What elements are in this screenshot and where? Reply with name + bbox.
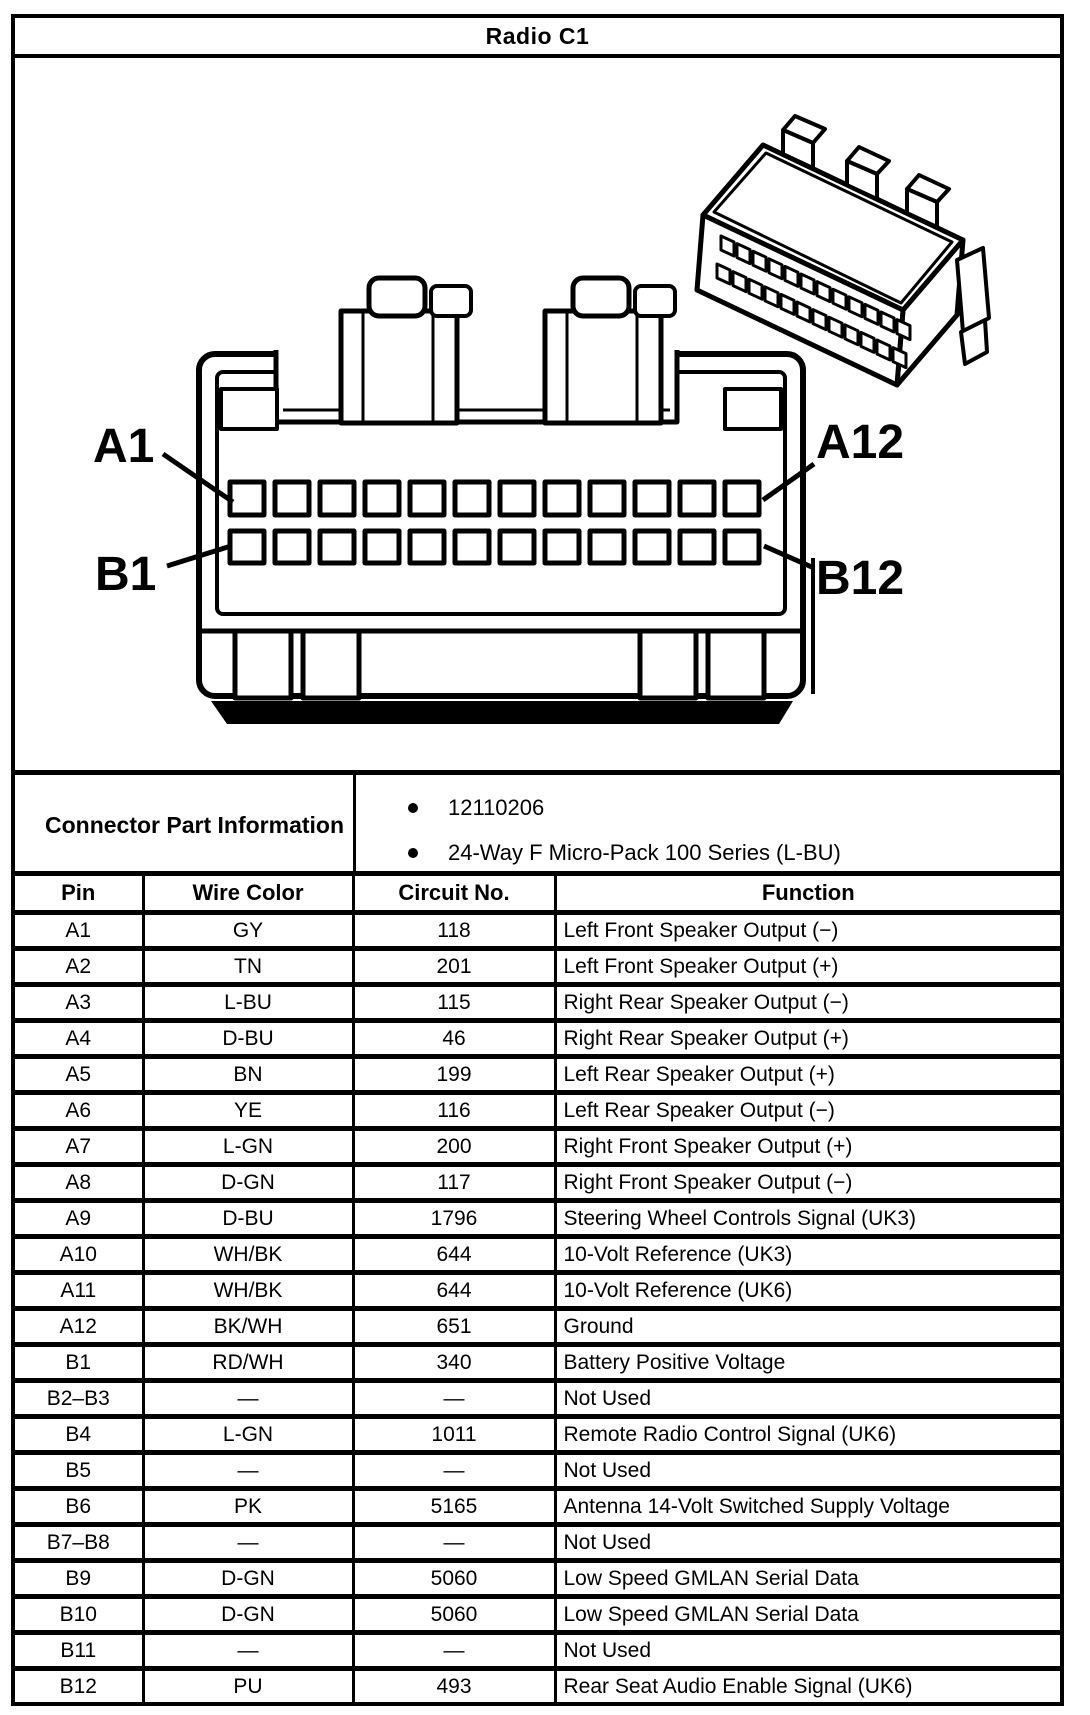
header-pin: Pin [61, 880, 96, 905]
circuit-no-cell: — [353, 1453, 555, 1489]
wire-color-cell: D-GN [143, 1165, 353, 1201]
label-a12: A12 [816, 416, 905, 469]
table-row [15, 1525, 1060, 1561]
circuit-no-cell: — [353, 1381, 555, 1417]
header-function: Function [555, 876, 1060, 913]
table-row [15, 1165, 1060, 1201]
function-cell: Not Used [555, 1525, 1060, 1561]
function-cell: Not Used [555, 1633, 1060, 1669]
function-cell: 10-Volt Reference (UK3) [555, 1237, 1060, 1273]
part-number: 12110206 [448, 794, 545, 820]
wire-color-cell: YE [143, 1093, 353, 1129]
connector-diagram-svg [15, 58, 1060, 770]
pin-cell: A3 [15, 985, 143, 1021]
pin-table [15, 876, 1060, 1702]
function-cell: 10-Volt Reference (UK6) [555, 1273, 1060, 1309]
wire-color-cell: L-GN [143, 1129, 353, 1165]
table-row [15, 1273, 1060, 1309]
circuit-no-cell: 46 [353, 1021, 555, 1057]
table-row [15, 1129, 1060, 1165]
pin-cell: B4 [15, 1417, 143, 1453]
pin-cell: A2 [15, 949, 143, 985]
wire-color-cell: TN [143, 949, 353, 985]
function-cell: Right Front Speaker Output (+) [555, 1129, 1060, 1165]
function-cell: Ground [555, 1309, 1060, 1345]
circuit-no-cell: 199 [353, 1057, 555, 1093]
label-b12: B12 [816, 552, 905, 605]
table-row [15, 1237, 1060, 1273]
circuit-no-cell: 116 [353, 1093, 555, 1129]
connector-diagram-box [15, 58, 1060, 775]
table-row [15, 1201, 1060, 1237]
table-row [15, 1633, 1060, 1669]
table-row [15, 1309, 1060, 1345]
pin-cell: B12 [15, 1669, 143, 1703]
function-cell: Remote Radio Control Signal (UK6) [555, 1417, 1060, 1453]
connector-front-drawing [199, 278, 813, 724]
pin-cell: B9 [15, 1561, 143, 1597]
function-cell: Not Used [555, 1453, 1060, 1489]
circuit-no-cell: — [353, 1633, 555, 1669]
pin-cell: A11 [15, 1273, 143, 1309]
pin-cell: A8 [15, 1165, 143, 1201]
header-circuit-no-: Circuit No. [353, 876, 555, 913]
function-cell: Low Speed GMLAN Serial Data [555, 1597, 1060, 1633]
pin-cell: A9 [15, 1201, 143, 1237]
wire-color-cell: — [143, 1381, 353, 1417]
function-cell: Left Front Speaker Output (+) [555, 949, 1060, 985]
bullet-icon [408, 848, 418, 858]
circuit-no-cell: 651 [353, 1309, 555, 1345]
wire-color-cell: PU [143, 1669, 353, 1703]
label-a1: A1 [93, 420, 155, 473]
pin-cell: A7 [15, 1129, 143, 1165]
table-row [15, 1597, 1060, 1633]
connector-part-info-label: Connector Part Information [45, 811, 345, 838]
pin-cell: A4 [15, 1021, 143, 1057]
wire-color-cell: D-BU [143, 1021, 353, 1057]
connector-3d-drawing [697, 116, 989, 385]
function-cell: Left Rear Speaker Output (−) [555, 1093, 1060, 1129]
wire-color-cell: GY [143, 913, 353, 949]
circuit-no-cell: 644 [353, 1273, 555, 1309]
table-row [15, 1417, 1060, 1453]
table-row [15, 1561, 1060, 1597]
circuit-no-cell: — [353, 1525, 555, 1561]
pin-cell: B5 [15, 1453, 143, 1489]
wire-color-cell: L-BU [143, 985, 353, 1021]
title-bar [15, 18, 1060, 58]
circuit-no-cell: 644 [353, 1237, 555, 1273]
page-title: Radio C1 [485, 22, 590, 49]
header-wire-color: Wire Color [143, 876, 353, 913]
circuit-no-cell: 1796 [353, 1201, 555, 1237]
connector-part-info-items [353, 775, 1060, 875]
side-rail-3d [957, 248, 989, 364]
pin-cell: A5 [15, 1057, 143, 1093]
wire-color-cell: RD/WH [143, 1345, 353, 1381]
circuit-no-cell: 201 [353, 949, 555, 985]
wire-color-cell: BN [143, 1057, 353, 1093]
wire-color-cell: PK [143, 1489, 353, 1525]
table-row [15, 1381, 1060, 1417]
wire-color-cell: BK/WH [143, 1309, 353, 1345]
pin-cell: B11 [15, 1633, 143, 1669]
table-row [15, 1345, 1060, 1381]
label-b1: B1 [95, 548, 157, 601]
circuit-no-cell: 1011 [353, 1417, 555, 1453]
part-description: 24-Way F Micro-Pack 100 Series (L-BU) [448, 839, 841, 865]
circuit-no-cell: 115 [353, 985, 555, 1021]
circuit-no-cell: 118 [353, 913, 555, 949]
function-cell: Low Speed GMLAN Serial Data [555, 1561, 1060, 1597]
part-description-item [408, 830, 1060, 875]
pin-cell: A6 [15, 1093, 143, 1129]
function-cell: Right Front Speaker Output (−) [555, 1165, 1060, 1201]
header-row [15, 876, 1060, 913]
wire-color-cell: — [143, 1633, 353, 1669]
circuit-no-cell: 5060 [353, 1561, 555, 1597]
pin-cell: A1 [15, 913, 143, 949]
function-cell: Right Rear Speaker Output (−) [555, 985, 1060, 1021]
function-cell: Antenna 14-Volt Switched Supply Voltage [555, 1489, 1060, 1525]
wire-color-cell: WH/BK [143, 1237, 353, 1273]
function-cell: Rear Seat Audio Enable Signal (UK6) [555, 1669, 1060, 1703]
circuit-no-cell: 200 [353, 1129, 555, 1165]
circuit-no-cell: 493 [353, 1669, 555, 1703]
function-cell: Left Front Speaker Output (−) [555, 913, 1060, 949]
bullet-icon [408, 803, 418, 813]
table-row [15, 949, 1060, 985]
table-row [15, 1057, 1060, 1093]
table-row [15, 1453, 1060, 1489]
circuit-no-cell: 5165 [353, 1489, 555, 1525]
function-cell: Steering Wheel Controls Signal (UK3) [555, 1201, 1060, 1237]
part-number-item [408, 785, 1060, 830]
pin-cell: B6 [15, 1489, 143, 1525]
pin-cell: B1 [15, 1345, 143, 1381]
table-row [15, 913, 1060, 949]
wire-color-cell: — [143, 1525, 353, 1561]
table-row [15, 985, 1060, 1021]
pin-cell: B7–B8 [15, 1525, 143, 1561]
pin-cell: B10 [15, 1597, 143, 1633]
document-frame [11, 14, 1064, 1706]
wire-color-cell: D-GN [143, 1597, 353, 1633]
circuit-no-cell: 5060 [353, 1597, 555, 1633]
function-cell: Battery Positive Voltage [555, 1345, 1060, 1381]
wire-color-cell: — [143, 1453, 353, 1489]
pin-cell: A10 [15, 1237, 143, 1273]
function-cell: Right Rear Speaker Output (+) [555, 1021, 1060, 1057]
wire-color-cell: D-GN [143, 1561, 353, 1597]
bottom-shadow-bar [211, 701, 793, 724]
table-row [15, 1093, 1060, 1129]
pin-cell: B2–B3 [15, 1381, 143, 1417]
pin-cell: A12 [15, 1309, 143, 1345]
circuit-no-cell: 117 [353, 1165, 555, 1201]
wire-color-cell: L-GN [143, 1417, 353, 1453]
function-cell: Left Rear Speaker Output (+) [555, 1057, 1060, 1093]
table-row [15, 1021, 1060, 1057]
function-cell: Not Used [555, 1381, 1060, 1417]
wire-color-cell: WH/BK [143, 1273, 353, 1309]
table-row [15, 1669, 1060, 1703]
table-row [15, 1489, 1060, 1525]
wire-color-cell: D-BU [143, 1201, 353, 1237]
circuit-no-cell: 340 [353, 1345, 555, 1381]
connector-part-info-row [15, 775, 1060, 876]
